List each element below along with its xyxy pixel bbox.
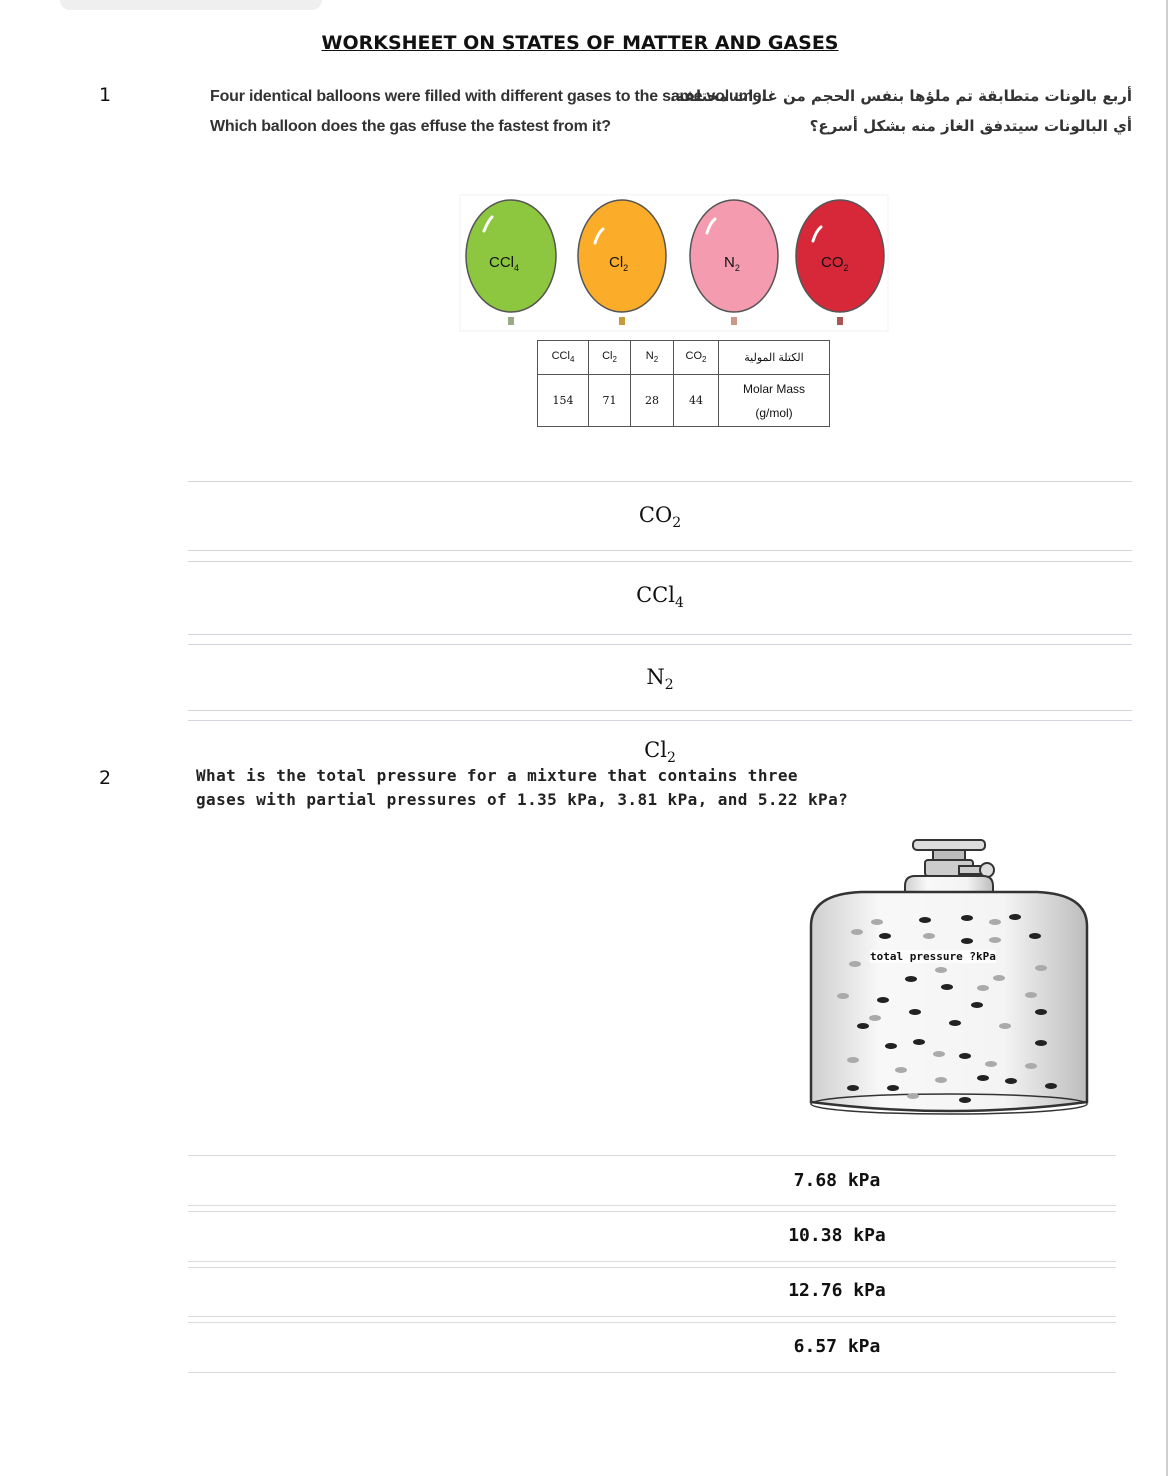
balloon-label-n2: $N_2$ <box>724 254 740 273</box>
question-1-arabic-line-1: أربع بالونات متطابقة تم ملؤها بنفس الحجم من غازات مختلفة. <box>669 87 1132 105</box>
table-mass-ccl4: 154 <box>538 375 589 427</box>
divider <box>188 1267 1116 1268</box>
divider <box>188 1372 1116 1373</box>
divider <box>188 1211 1116 1212</box>
table-header-cl2: $Cl_2$ <box>589 341 631 375</box>
question-1-arabic-line-2: أي البالونات سيتدفق الغاز منه بشكل أسرع؟ <box>809 117 1132 135</box>
divider <box>188 1261 1116 1262</box>
question-2-number: 2 <box>99 767 112 789</box>
table-molar-mass-label <box>719 375 830 427</box>
table-mass-cl2: 71 <box>589 375 631 427</box>
top-tab-fragment <box>60 0 322 10</box>
answer-option-1[interactable]: 7.68 kPa <box>793 1170 881 1191</box>
table-header-co2: $CO_2$ <box>674 341 719 375</box>
answer-option-2[interactable]: 10.38 kPa <box>788 1225 886 1246</box>
question-2-line-1: What is the total pressure for a mixture that contains three <box>196 766 798 785</box>
divider <box>188 710 1132 711</box>
divider <box>188 550 1132 551</box>
divider <box>188 1155 1116 1156</box>
balloon-label-co2: $CO_2$ <box>821 254 849 273</box>
question-1-line-1: Four identical balloons were filled with different gases to the same volume. <box>210 88 766 105</box>
answer-option-4[interactable]: 6.57 kPa <box>793 1336 881 1357</box>
question-1-line-2: Which balloon does the gas effuse the fastest from it? <box>210 118 611 135</box>
divider <box>188 644 1132 645</box>
table-mass-co2: 44 <box>674 375 719 427</box>
question-1-number: 1 <box>99 84 112 106</box>
cylinder-label: total pressure ?kPa <box>870 950 996 963</box>
divider <box>188 481 1132 482</box>
divider <box>188 561 1132 562</box>
molar-mass-label: Molar Mass <box>742 381 805 396</box>
answer-option-4[interactable]: $Cl_2$ <box>644 738 676 767</box>
question-2-line-2: gases with partial pressures of 1.35 kPa, 3.81 kPa, and 5.22 kPa? <box>196 790 849 809</box>
balloon-label-cl2: $Cl_2$ <box>609 254 629 273</box>
table-header-ccl4: CCl$_4$ <box>538 341 589 375</box>
answer-option-3[interactable]: 12.76 kPa <box>788 1280 886 1301</box>
table-header-n2: $N_2$ <box>631 341 674 375</box>
answer-option-1[interactable]: $CO_2$ <box>638 503 682 532</box>
worksheet-title: WORKSHEET ON STATES OF MATTER AND GASES <box>321 32 839 54</box>
divider <box>188 634 1132 635</box>
divider <box>188 720 1132 721</box>
divider <box>188 1322 1116 1323</box>
gas-cylinder-illustration <box>805 838 1090 1118</box>
answer-option-3[interactable]: $N_2$ <box>646 665 674 694</box>
answer-option-2[interactable]: CCl$_4$ <box>636 583 684 612</box>
page-edge <box>1166 0 1168 1476</box>
table-header-arabic: الكتلة المولية <box>719 341 830 375</box>
balloon-label-ccl4: CCl$_4$ <box>489 254 520 273</box>
table-mass-n2: 28 <box>631 375 674 427</box>
divider <box>188 1205 1116 1206</box>
molar-mass-units: (g/mol) <box>755 405 793 420</box>
molar-mass-table <box>537 340 830 427</box>
divider <box>188 1316 1116 1317</box>
